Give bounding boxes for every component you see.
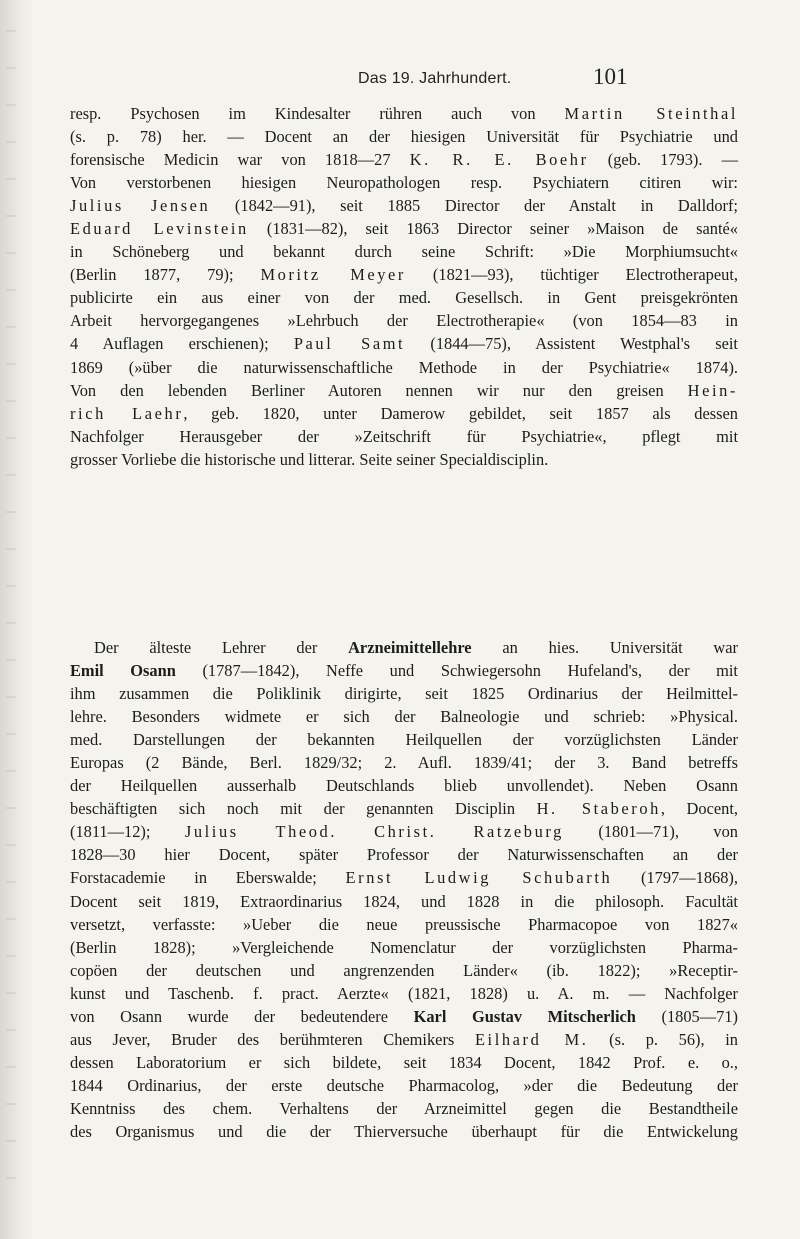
text-line xyxy=(70,240,738,263)
bold-term: Emil Osann xyxy=(70,661,176,681)
text-line xyxy=(70,448,738,471)
page-edge-spots xyxy=(6,30,16,1210)
text-segment: (1797—1868), xyxy=(612,868,738,888)
text-segment: 1828—30 hier Docent, später Professor der Naturwissenschaften an der xyxy=(70,845,738,865)
text-segment: des Organismus und die der Thierversuche überhaupt für die Entwickelung xyxy=(70,1121,738,1141)
text-segment: (1844—75), Assistent Westphal's seit xyxy=(405,334,738,354)
text-line xyxy=(70,1120,738,1143)
text-segment: , Docent, xyxy=(660,799,738,819)
text-segment: (1831—82), seit 1863 Director seiner »Maison de santé« xyxy=(248,219,738,239)
text-segment: der Heilquellen ausserhalb Deutschlands blieb unvollendet). Neben Osann xyxy=(70,776,738,796)
bold-term: Karl Gustav Mitscherlich xyxy=(413,1006,636,1026)
running-head: Das 19. Jahrhundert. xyxy=(358,70,512,87)
text-line xyxy=(70,959,738,982)
text-segment: aus Jever, Bruder des berühmteren Chemikers xyxy=(70,1029,475,1049)
spaced-name: rich Laehr xyxy=(70,403,184,423)
text-line xyxy=(70,286,738,309)
text-segment: med. Darstellungen der bekannten Heilquellen der vorzüglichsten Länder xyxy=(70,730,738,750)
text-line xyxy=(70,866,738,889)
text-segment: (1787—1842), Neffe und Schwiegersohn Hufeland's, der mit xyxy=(175,661,738,681)
spaced-name: Ernst Ludwig Schubarth xyxy=(345,868,613,888)
text-line xyxy=(70,982,738,1005)
text-segment: (Berlin 1877, 79); xyxy=(70,265,261,285)
text-line xyxy=(70,636,738,659)
text-segment: (Berlin 1828); »Vergleichende Nomenclatur der vorzüglichsten Pharma- xyxy=(70,937,738,957)
text-segment: beschäftigten sich noch mit der genannten Disciplin xyxy=(70,799,537,819)
spaced-name: Martin Steinthal xyxy=(564,104,738,123)
text-line xyxy=(70,425,738,448)
text-segment: (s. p. 78) her. — Docent an der hiesigen Universität für Psychiatrie und xyxy=(70,127,738,147)
text-line xyxy=(70,774,738,797)
text-segment: in Schöneberg und bekannt durch seine Schrift: »Die Morphiumsucht« xyxy=(70,242,738,262)
text-line xyxy=(70,263,738,286)
text-segment: (1805—71) xyxy=(635,1006,738,1026)
text-segment: Von den lebenden Berliner Autoren nennen wir nur den greisen xyxy=(70,380,688,400)
spaced-name: Hein- xyxy=(687,380,738,400)
text-line xyxy=(70,890,738,913)
text-segment: Docent seit 1819, Extraordinarius 1824, und 1828 in die philosoph. Facultät xyxy=(70,891,738,911)
text-line xyxy=(70,751,738,774)
text-segment: (1801—71), von xyxy=(563,822,738,842)
text-line xyxy=(70,659,738,682)
text-segment: grosser Vorliebe die historische und litterar. Seite seiner Specialdisciplin. xyxy=(70,449,549,469)
text-line xyxy=(70,1051,738,1074)
text-line xyxy=(70,309,738,332)
text-segment: kunst und Taschenb. f. pract. Aerzte« (1821, 1828) u. A. m. — Nachfolger xyxy=(70,983,738,1003)
text-segment: (s. p. 56), in xyxy=(588,1029,738,1049)
text-line xyxy=(70,194,738,217)
spaced-name: Eduard Levinstein xyxy=(70,219,249,239)
text-line xyxy=(70,217,738,240)
text-segment: resp. Psychosen im Kindesalter rühren auch von xyxy=(70,104,565,123)
text-line xyxy=(70,936,738,959)
text-segment: Der älteste Lehrer der xyxy=(94,638,349,657)
spaced-name: Eilhard M. xyxy=(474,1029,589,1049)
text-segment: Kenntniss des chem. Verhaltens der Arzneimittel gegen die Bestandtheile xyxy=(70,1098,738,1118)
text-segment: copöen der deutschen und angrenzenden Länder« (ib. 1822); »Receptir- xyxy=(70,960,738,980)
text-line xyxy=(70,171,738,194)
text-line xyxy=(70,102,738,125)
text-segment: publicirte ein aus einer von der med. Gesellsch. in Gent preisgekrönten xyxy=(70,288,738,308)
paragraph-psychiatry xyxy=(70,102,738,471)
spaced-name: K. R. E. Boehr xyxy=(409,150,589,170)
text-line xyxy=(70,728,738,751)
text-segment: Forstacademie in Eberswalde; xyxy=(70,868,346,888)
spaced-name: Paul Samt xyxy=(293,334,406,354)
text-segment: (geb. 1793). — xyxy=(588,150,739,170)
text-segment: Von verstorbenen hiesigen Neuropathologen resp. Psychiatern citiren wir: xyxy=(70,173,738,193)
text-line xyxy=(70,148,738,171)
paragraph-pharmacology xyxy=(70,636,738,1143)
text-segment: (1811—12); xyxy=(70,822,185,842)
text-line xyxy=(70,682,738,705)
text-segment: 1844 Ordinarius, der erste deutsche Pharmacolog, »der die Bedeutung der xyxy=(70,1075,738,1095)
page-number: 101 xyxy=(593,64,628,89)
spaced-name: Moritz Meyer xyxy=(260,265,406,285)
text-segment: an hies. Universität war xyxy=(471,638,738,657)
text-line xyxy=(70,402,738,425)
text-segment: , geb. 1820, unter Damerow gebildet, seit 1857 als dessen xyxy=(183,403,738,423)
text-line xyxy=(70,1097,738,1120)
bold-term: Arzneimittellehre xyxy=(348,638,472,657)
spaced-name: H. Staberoh xyxy=(536,799,661,819)
text-line xyxy=(70,843,738,866)
text-segment: versetzt, verfasste: »Ueber die neue preussische Pharmacopoe von 1827« xyxy=(70,914,738,934)
text-line xyxy=(70,1005,738,1028)
text-segment: 4 Auflagen erschienen); xyxy=(70,334,294,354)
text-segment: lehre. Besonders widmete er sich der Balneologie und schrieb: »Physical. xyxy=(70,707,738,727)
text-segment: (1842—91), seit 1885 Director der Anstalt in Dalldorf; xyxy=(210,196,738,216)
text-line xyxy=(70,797,738,820)
text-line xyxy=(70,125,738,148)
text-segment: dessen Laboratorium er sich bildete, seit 1834 Docent, 1842 Prof. e. o., xyxy=(70,1052,738,1072)
text-segment: ihm zusammen die Poliklinik dirigirte, seit 1825 Ordinarius der Heilmittel- xyxy=(70,684,738,704)
spaced-name: Julius Jensen xyxy=(70,196,211,216)
spaced-name: Julius Theod. Christ. Ratzeburg xyxy=(184,822,564,842)
text-line xyxy=(70,705,738,728)
page-header xyxy=(0,64,800,94)
text-line xyxy=(70,356,738,379)
text-line xyxy=(70,1074,738,1097)
text-segment: (1821—93), tüchtiger Electrotherapeut, xyxy=(406,265,738,285)
text-segment: Europas (2 Bände, Berl. 1829/32; 2. Aufl. 1839/41; der 3. Band betreffs xyxy=(70,753,738,773)
text-line xyxy=(70,332,738,355)
text-line xyxy=(70,913,738,936)
text-segment: von Osann wurde der bedeutendere xyxy=(70,1006,414,1026)
text-segment: Arbeit hervorgegangenes »Lehrbuch der Electrotherapie« (von 1854—83 in xyxy=(70,311,738,331)
text-line xyxy=(70,1028,738,1051)
text-line xyxy=(70,379,738,402)
text-segment: forensische Medicin war von 1818—27 xyxy=(70,150,410,170)
text-segment: Nachfolger Herausgeber der »Zeitschrift für Psychiatrie«, pflegt mit xyxy=(70,426,738,446)
text-segment: 1869 (»über die naturwissenschaftliche Methode in der Psychiatrie« 1874). xyxy=(70,357,738,377)
text-line xyxy=(70,820,738,843)
